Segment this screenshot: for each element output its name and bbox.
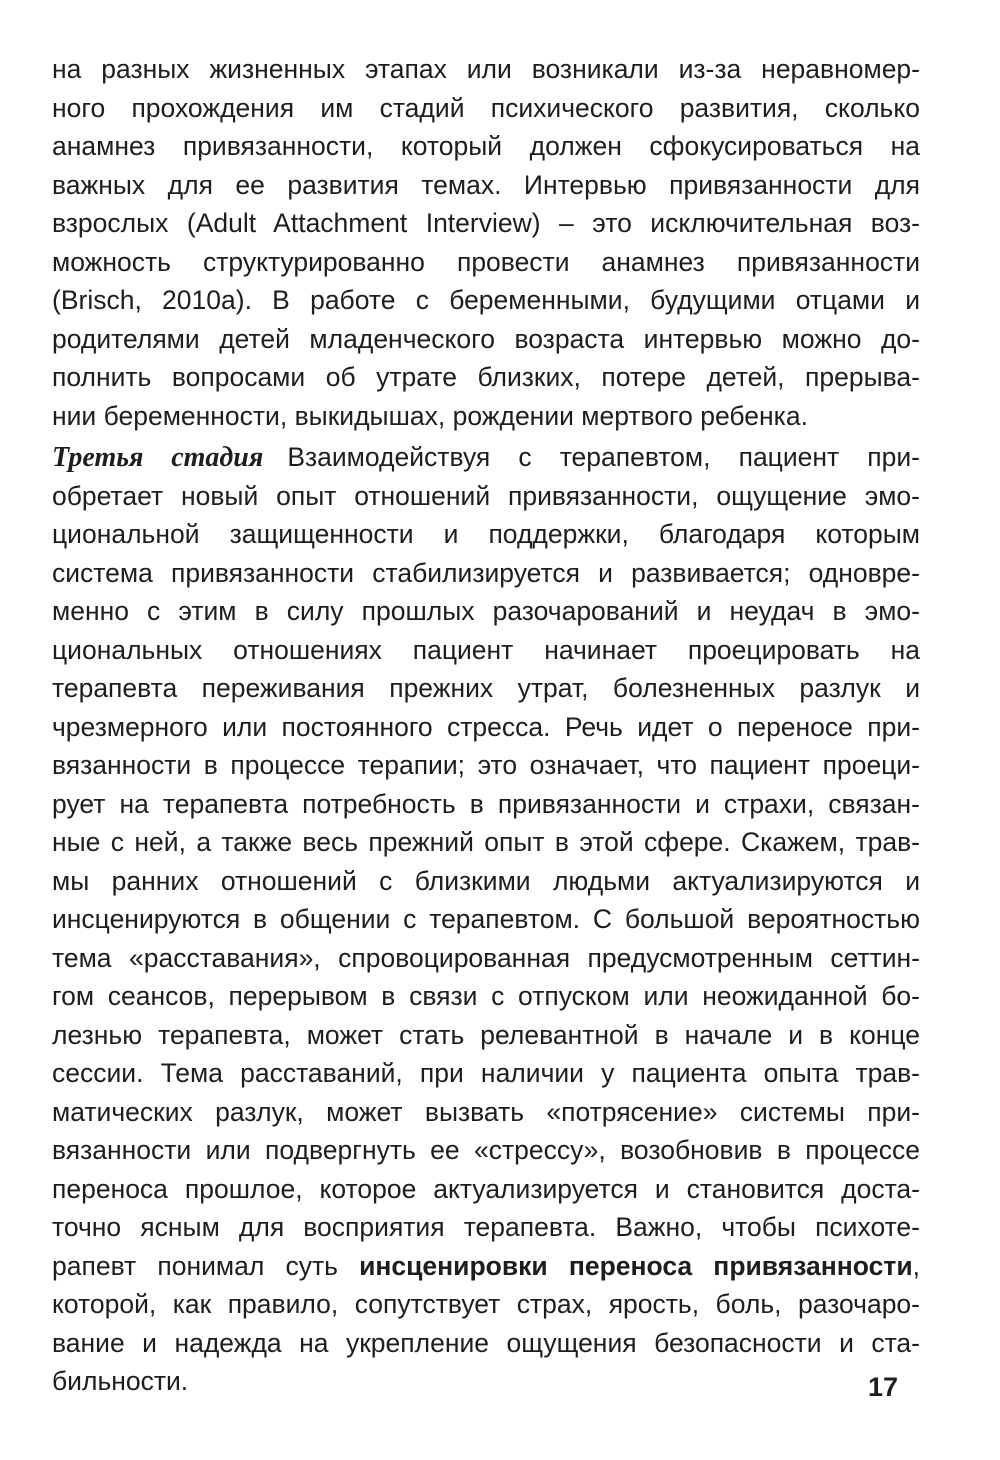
bold-line-after: , [912, 1250, 920, 1281]
text-line: чрезмерного или постоянного стресса. Речь идет о переносе при- [52, 711, 920, 742]
text-line: тема «расставания», спровоцированная предусмотренным сеттин- [52, 942, 920, 973]
text-line: циональной защищенности и поддержки, благодаря которым [52, 519, 920, 549]
text-line: сессии. Тема расставаний, при наличии у пациента опыта трав- [52, 1058, 920, 1088]
paragraph-2-body [52, 477, 920, 1247]
text-line: взрослых (Adult Attachment Interview) – это исключительная воз- [52, 208, 920, 238]
text-line: родителями детей младенческого возраста интервью можно до- [52, 323, 920, 354]
bold-line-before: рапевт понимал суть [52, 1250, 338, 1281]
text-line: полнить вопросами об утрате близких, потере детей, прерыва- [52, 362, 920, 392]
text-line: циональных отношениях пациент начинает проецировать на [52, 634, 920, 665]
paragraph-1 [52, 50, 920, 435]
text-line: переноса прошлое, которое актуализируется и становится доста- [52, 1173, 920, 1204]
text-line: обретает новый опыт отношений привязанности, ощущение эмо- [52, 480, 920, 511]
text-line: можность структурированно провести анамнез привязанности [52, 246, 920, 277]
text-line: точно ясным для восприятия терапевта. Важно, чтобы психоте- [52, 1212, 920, 1242]
text-line: гом сеансов, перерывом в связи с отпуском или неожиданной бо- [52, 981, 920, 1011]
text-line: система привязанности стабилизируется и развивается; одновре- [52, 557, 920, 588]
bold-term: инсценировки переноса привязанности [359, 1250, 913, 1281]
text-line: мы ранних отношений с близкими людьми актуализируются и [52, 865, 920, 896]
text-line: важных для ее развития темах. Интервью привязанности для [52, 169, 920, 200]
text-line: анамнез привязанности, который должен сфокусироваться на [52, 131, 920, 161]
text-line: менно с этим в силу прошлых разочарований и неудач в эмо- [52, 596, 920, 626]
paragraph-2-bold-line [52, 1247, 920, 1286]
text-line: рует на терапевта потребность в привязанности и страхи, связан- [52, 788, 920, 819]
paragraph-2-tail [52, 1285, 920, 1401]
paragraph-2-first-line-text: Взаимодействуя с терапевтом, пациент при- [287, 442, 920, 472]
text-line: инсценируются в общении с терапевтом. С большой вероятностью [52, 904, 920, 934]
page-number: 17 [867, 1372, 898, 1402]
text-line: вание и надежда на укрепление ощущения безопасности и ста- [52, 1327, 920, 1358]
text-line: которой, как правило, сопутствует страх, ярость, боль, разочаро- [52, 1289, 920, 1319]
text-line: на разных жизненных этапах или возникали из-за неравномер- [52, 54, 920, 84]
paragraph-2-first-line [52, 438, 920, 477]
text-line: бильности. [52, 1366, 189, 1396]
text-line: терапевта переживания прежних утрат, болезненных разлук и [52, 673, 920, 703]
text-line: ного прохождения им стадий психического развития, сколько [52, 92, 920, 123]
text-line: (Brisch, 2010a). В работе с беременными, будущими отцами и [52, 285, 920, 315]
paragraph-2 [52, 438, 920, 1401]
text-line: матических разлук, может вызвать «потрясение» системы при- [52, 1096, 920, 1127]
section-heading-third-stage: Третья стадия [52, 442, 264, 473]
text-line: нии беременности, выкидышах, рождении мертвого ребенка. [52, 400, 808, 431]
text-line: лезнью терапевта, может стать релевантной в начале и в конце [52, 1019, 920, 1050]
text-line: ные с ней, а также весь прежний опыт в этой сфере. Скажем, трав- [52, 827, 920, 857]
text-line: вязанности или подвергнуть ее «стрессу», возобновив в процессе [52, 1135, 920, 1165]
text-line: вязанности в процессе терапии; это означает, что пациент проеци- [52, 750, 920, 780]
